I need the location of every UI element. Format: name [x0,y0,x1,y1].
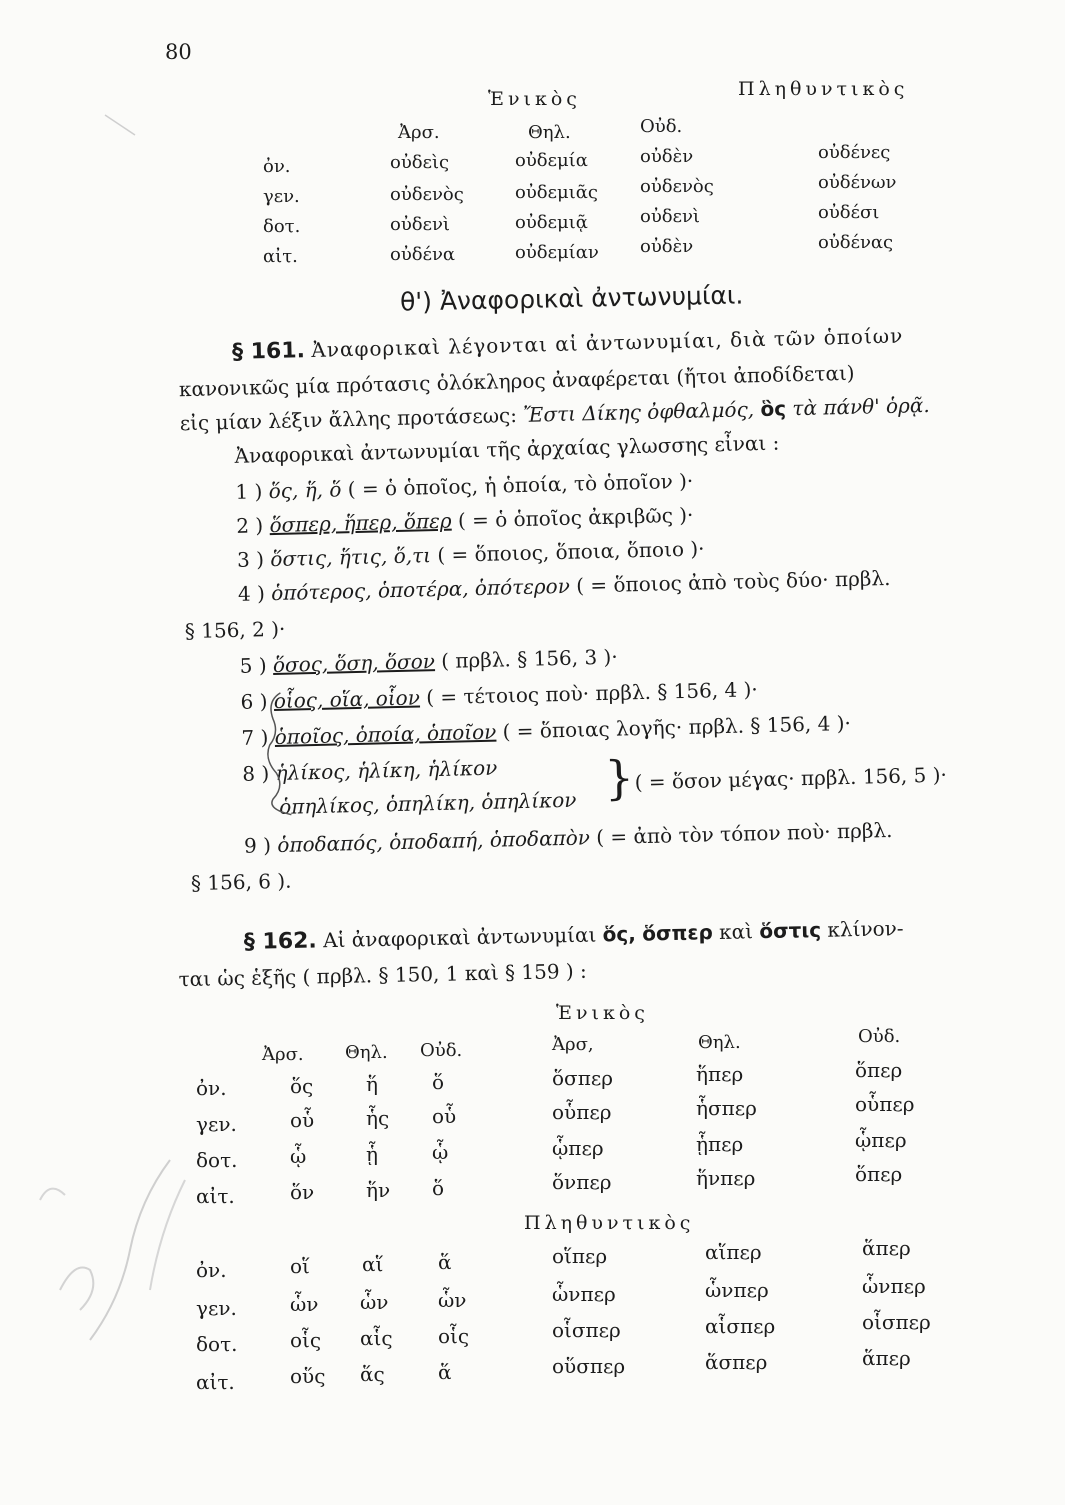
list-number: 3 ) [236,547,265,572]
table-cell: ᾧ [432,1140,449,1164]
paragraph-text: καὶ [718,919,754,944]
bold-pronoun: ὅστις [759,917,822,944]
list-words: ὅς, ἥ, ὅ [268,477,342,504]
paragraph-text: Ἀναφορικαὶ ἀντωνυμίαι τῆς ἀρχαίας γλωσσης εἶναι : [234,430,780,468]
table-cell: οὐδέσι [818,202,880,223]
table-cell: αἵπερ [705,1240,762,1264]
case-label: δοτ. [196,1148,238,1172]
list-gloss: ( = τέτοιος ποὺ· πρβλ. § 156, 4 )· [425,677,759,710]
case-label: αἰτ. [263,246,298,267]
col-masc: Ἀρσ, [552,1034,594,1055]
case-label: ὀν. [196,1076,227,1100]
table-cell: ἧσπερ [696,1096,757,1120]
table-cell: ὅν [290,1180,315,1204]
table-cell: ὅπερ [855,1058,903,1082]
case-label: δοτ. [263,216,301,237]
bold-pronoun: ὅσπερ [641,920,714,946]
table-cell: ἥ [366,1072,378,1096]
table-cell: οὐδὲν [640,236,694,257]
list-words: ἡλίκος, ἡλίκη, ἡλίκον [275,755,498,786]
table-cell: αἵ [362,1252,384,1276]
table-cell: οὕς [290,1364,326,1388]
list-number: 9 ) [243,833,272,858]
col-neut: Οὐδ. [640,116,683,137]
heading-singular: Ἑνικὸς [488,88,581,110]
list-gloss: ( = ὅποιος ἀπὸ τοὺς δύο· πρβλ. [575,565,891,598]
table-cell: ᾗπερ [696,1132,744,1156]
list-words: ὅσπερ, ἥπερ, ὅπερ [269,508,452,538]
list-words: ὁποῖος, ὁποία, ὁποῖον [274,719,497,750]
pencil-tick-mark [100,110,140,140]
table-cell: ὧν [290,1292,319,1316]
table-cell: ὧν [438,1288,467,1312]
list-number: 6 ) [240,689,268,714]
table-cell: ἥπερ [696,1062,744,1086]
table-cell: ὅ [432,1070,445,1094]
table-cell: οὗπερ [855,1092,915,1116]
table-cell: ὧν [360,1290,389,1314]
table-cell: οὐδένων [818,172,897,193]
table-cell: οὐδεμιᾶς [515,182,598,203]
table-cell: οὐδενὶ [390,214,450,235]
table-cell: ὧνπερ [862,1274,926,1298]
paragraph-text: κλίνον- [827,916,904,942]
case-label: ὀν. [263,156,291,177]
case-label: γεν. [196,1112,237,1136]
table-cell: οὐδενὶ [640,206,700,227]
case-label: γεν. [263,186,300,207]
example-quote: Ἔστι Δίκης ὀφθαλμός, [522,397,755,427]
paragraph-text: Ἀναφορικαὶ λέγονται αἱ ἀντωνυμίαι, διὰ τῶν ὁποίων [311,323,904,363]
table-cell: ὅς [290,1074,314,1098]
table-cell: οὐδεὶς [390,152,450,173]
table-cell: ἅσπερ [705,1350,768,1374]
section-number: § 162. [243,928,318,955]
heading-plural: Πληθυντικὸς [524,1212,695,1234]
right-brace: } [603,750,635,805]
table-cell: ᾧ [290,1144,307,1168]
list-words: οἷος, οἵα, οἷον [273,685,421,714]
table-cell: οὗ [290,1108,315,1132]
example-quote: τὰ πάνθ' ὁρᾷ. [792,392,930,421]
table-cell: ᾧπερ [855,1128,907,1152]
pencil-margin-scribble [20,1140,200,1370]
list-gloss: ( = ὁ ὁποῖος ἀκριβῶς )· [457,502,694,533]
table-cell: οὐδεμία [515,150,588,171]
example-bold-pronoun: ὃς [760,396,787,422]
table-cell: οὐδενὸς [390,184,464,205]
case-label: ὀν. [196,1258,227,1282]
list-gloss: ( = ὅποιος, ὅποια, ὅποιο )· [437,536,705,567]
list-gloss: ( = ὁ ὁποῖος, ἡ ὁποία, τὸ ὁποῖον )· [347,468,694,502]
table-cell: οὗπερ [552,1100,612,1124]
table-cell: οἷσπερ [552,1318,621,1342]
list-number: 5 ) [239,653,267,678]
table-cell: οὐδένας [818,232,894,253]
page-number: 80 [165,40,192,64]
list-gloss: ( πρβλ. § 156, 3 )· [440,644,618,673]
table-cell: ἥνπερ [696,1166,756,1190]
table-cell: ὅνπερ [552,1170,612,1194]
heading-singular: Ἑνικὸς [556,1002,649,1024]
section-title: θ') Ἀναφορικαὶ ἀντωνυμίαι. [399,280,744,317]
col-fem: Θηλ. [698,1032,741,1053]
table-cell: οἵπερ [552,1244,608,1268]
list-words: ὁπηλίκος, ὁπηλίκη, ὁπηλίκον [278,787,577,819]
table-cell: αἷσπερ [705,1314,776,1338]
table-cell: οὐδεμιᾷ [515,212,588,233]
list-words: ὁπότερος, ὁποτέρα, ὁπότερον [270,573,571,606]
table-cell: ἅ [438,1360,452,1384]
case-label: αἰτ. [196,1370,235,1394]
table-cell: αἷς [360,1326,393,1350]
paragraph-text: κανονικῶς μία πρότασις ὁλόκληρος ἀναφέρεται (ἤτοι ἀποδίδεται) [178,360,855,402]
table-cell: οὐδενὸς [640,176,714,197]
table-cell: οὐδεμίαν [515,242,599,263]
table-cell: οὗ [432,1104,457,1128]
table-cell: ἥν [366,1178,391,1202]
table-cell: οἵ [290,1254,310,1278]
table-cell: ὧνπερ [705,1278,769,1302]
list-gloss: § 156, 6 ). [190,868,292,896]
list-number: 8 ) [242,761,270,786]
paragraph-text: Αἱ ἀναφορικαὶ ἀντωνυμίαι [322,922,597,953]
case-label: δοτ. [196,1332,238,1356]
table-cell: οὐδὲν [640,146,694,167]
col-fem: Θηλ. [345,1042,388,1063]
table-cell: ἧς [366,1106,390,1130]
list-words: ὅστις, ἥτις, ὅ,τι [270,543,432,572]
col-neut: Οὐδ. [420,1040,463,1061]
section-number: § 161. [231,338,306,365]
paragraph-text: εἰς μίαν λέξιν ἄλλης προτάσεως: [179,403,518,436]
list-number: 4 ) [237,581,266,606]
list-words: ὁποδαπός, ὁποδαπή, ὁποδαπὸν [277,825,591,857]
heading-plural: Πληθυντικὸς [738,78,909,100]
list-gloss: § 156, 2 )· [184,616,286,644]
col-masc: Ἀρσ. [398,122,440,143]
table-cell: ἅπερ [862,1236,911,1260]
list-gloss: ( = ὅσον μέγας· πρβλ. 156, 5 )· [634,762,948,795]
list-gloss: ( = ὅποιας λογῆς· πρβλ. § 156, 4 )· [502,710,852,744]
table-cell: ὅ [432,1176,445,1200]
table-cell: ὧνπερ [552,1282,616,1306]
table-cell: ὅπερ [855,1162,903,1186]
list-number: 7 ) [241,725,269,750]
case-label: αἰτ. [196,1184,235,1208]
table-cell: οἷς [290,1328,322,1352]
col-fem: Θηλ. [528,122,571,143]
list-number: 2 ) [236,513,264,538]
table-cell: οὐδένες [818,142,891,163]
col-masc: Ἀρσ. [262,1044,304,1065]
list-number: 1 ) [235,479,263,504]
bold-pronoun: ὅς, [602,921,637,947]
list-words: ὅσος, ὅση, ὅσον [272,649,436,678]
table-cell: οὐδένα [390,244,456,265]
list-gloss: ( = ἀπὸ τὸν τόπον ποὺ· πρβλ. [595,817,893,850]
table-cell: ὅσπερ [552,1066,613,1090]
table-cell: ἅς [360,1362,385,1386]
table-cell: οἷσπερ [862,1310,931,1334]
paragraph-text: ται ὡς ἑξῆς ( πρβλ. § 150, 1 καὶ § 159 ) : [178,958,588,992]
table-cell: οὕσπερ [552,1354,626,1378]
table-cell: ᾗ [366,1142,378,1166]
col-neut: Οὐδ. [858,1026,901,1047]
case-label: γεν. [196,1296,237,1320]
table-cell: οἷς [438,1324,470,1348]
table-cell: ἅπερ [862,1346,911,1370]
table-cell: ᾧπερ [552,1136,604,1160]
table-cell: ἅ [438,1250,452,1274]
